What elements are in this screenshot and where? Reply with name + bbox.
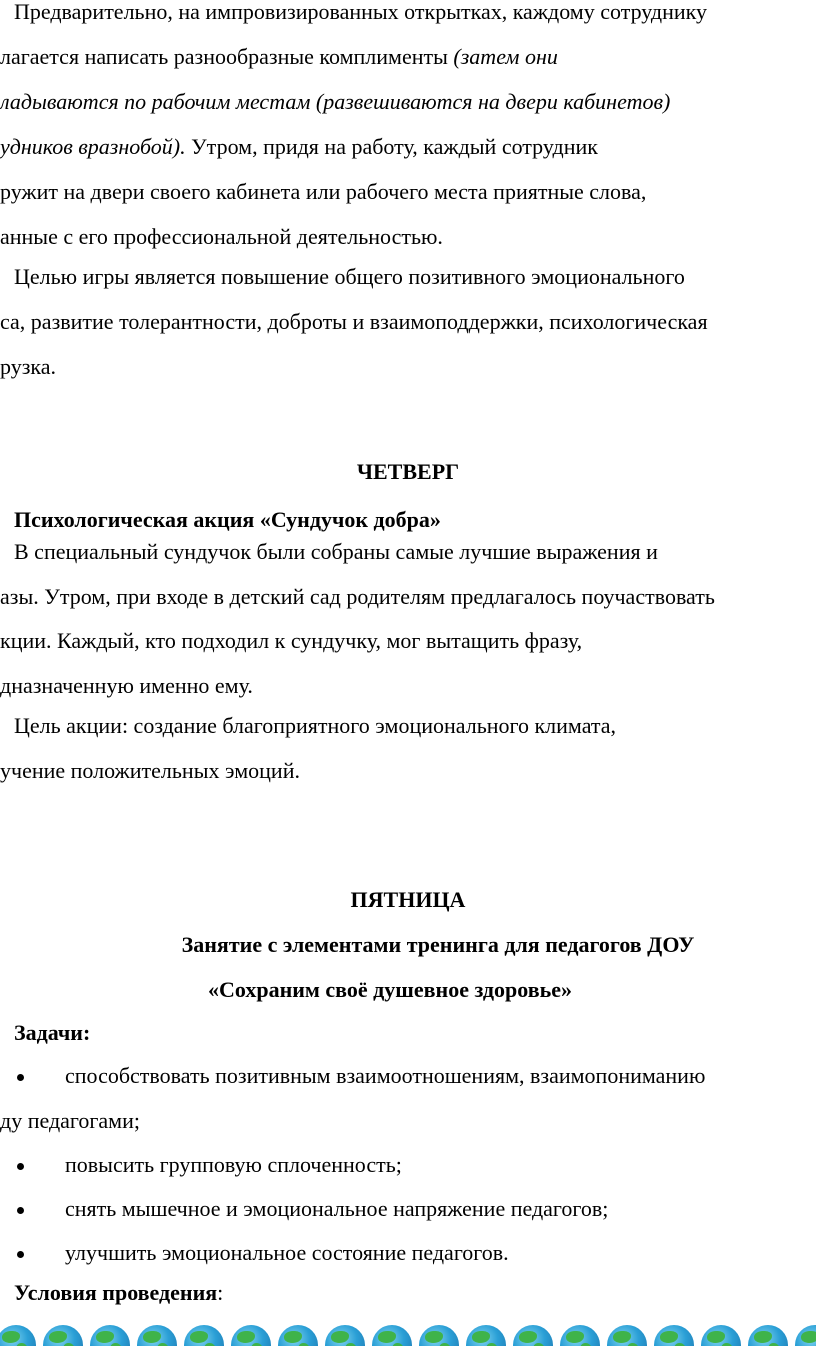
globe-icon [325, 1325, 365, 1346]
list-item: способствовать позитивным взаимоотношениям, взаимопониманию [65, 1063, 706, 1088]
paragraph-line: удников вразнобой). Утром, придя на работу, каждый сотрудник [0, 134, 598, 159]
section-title-line: «Сохраним своё душевное здоровье» [208, 977, 572, 1002]
paragraph-line: Целью игры является повышение общего позитивного эмоционального [14, 264, 685, 289]
conditions-label: Условия проведения: [14, 1280, 224, 1305]
globe-icon [372, 1325, 412, 1346]
paragraph-line: ружит на двери своего кабинета или рабочего места приятные слова, [0, 179, 647, 204]
decorative-border [0, 1325, 816, 1346]
paragraph-line: кции. Каждый, кто подходил к сундучку, мог вытащить фразу, [0, 628, 583, 653]
globe-icon [560, 1325, 600, 1346]
paragraph-line: Цель акции: создание благоприятного эмоционального климата, [14, 713, 617, 738]
paragraph-line: ладываются по рабочим местам (развешиваются на двери кабинетов) [0, 89, 671, 114]
paragraph-line: рузка. [0, 354, 57, 379]
bullet-icon [17, 1074, 24, 1081]
section-subtitle: Психологическая акция «Сундучок добра» [14, 507, 441, 532]
globe-icon [419, 1325, 459, 1346]
bullet-icon [17, 1207, 24, 1214]
section-heading-friday: ПЯТНИЦА [350, 887, 466, 912]
bullet-icon [17, 1163, 24, 1170]
globe-icon [748, 1325, 788, 1346]
paragraph-line: дназначенную именно ему. [0, 673, 253, 698]
paragraph-line: Предварительно, на импровизированных открытках, каждому сотруднику [14, 0, 708, 24]
paragraph-line: анные с его профессиональной деятельностью. [0, 224, 443, 249]
paragraph-line: лагается написать разнообразные комплименты (затем они [0, 44, 558, 69]
globe-icon [90, 1325, 130, 1346]
globe-icon [137, 1325, 177, 1346]
list-item: снять мышечное и эмоциональное напряжение педагогов; [65, 1196, 609, 1221]
globe-icon [795, 1325, 816, 1346]
globe-icon [43, 1325, 83, 1346]
globe-icon [654, 1325, 694, 1346]
list-item: улучшить эмоциональное состояние педагогов. [65, 1240, 509, 1265]
globe-icon [231, 1325, 271, 1346]
globe-icon [513, 1325, 553, 1346]
globe-icon [0, 1325, 36, 1346]
section-title-line: Занятие с элементами тренинга для педагогов ДОУ [181, 932, 695, 957]
globe-icon [184, 1325, 224, 1346]
globe-icon [607, 1325, 647, 1346]
paragraph-line: азы. Утром, при входе в детский сад родителям предлагалось поучаствовать [0, 584, 715, 609]
globe-icon [278, 1325, 318, 1346]
tasks-label: Задачи: [14, 1020, 91, 1045]
section-heading-thursday: ЧЕТВЕРГ [356, 459, 460, 484]
globe-icon [466, 1325, 506, 1346]
paragraph-line: В специальный сундучок были собраны самые лучшие выражения и [14, 539, 658, 564]
list-item-continuation: ду педагогами; [0, 1108, 140, 1133]
paragraph-line: учение положительных эмоций. [0, 758, 300, 783]
list-item: повысить групповую сплоченность; [65, 1152, 402, 1177]
bullet-icon [17, 1251, 24, 1258]
paragraph-line: са, развитие толерантности, доброты и взаимоподдержки, психологическая [0, 309, 708, 334]
globe-icon [701, 1325, 741, 1346]
